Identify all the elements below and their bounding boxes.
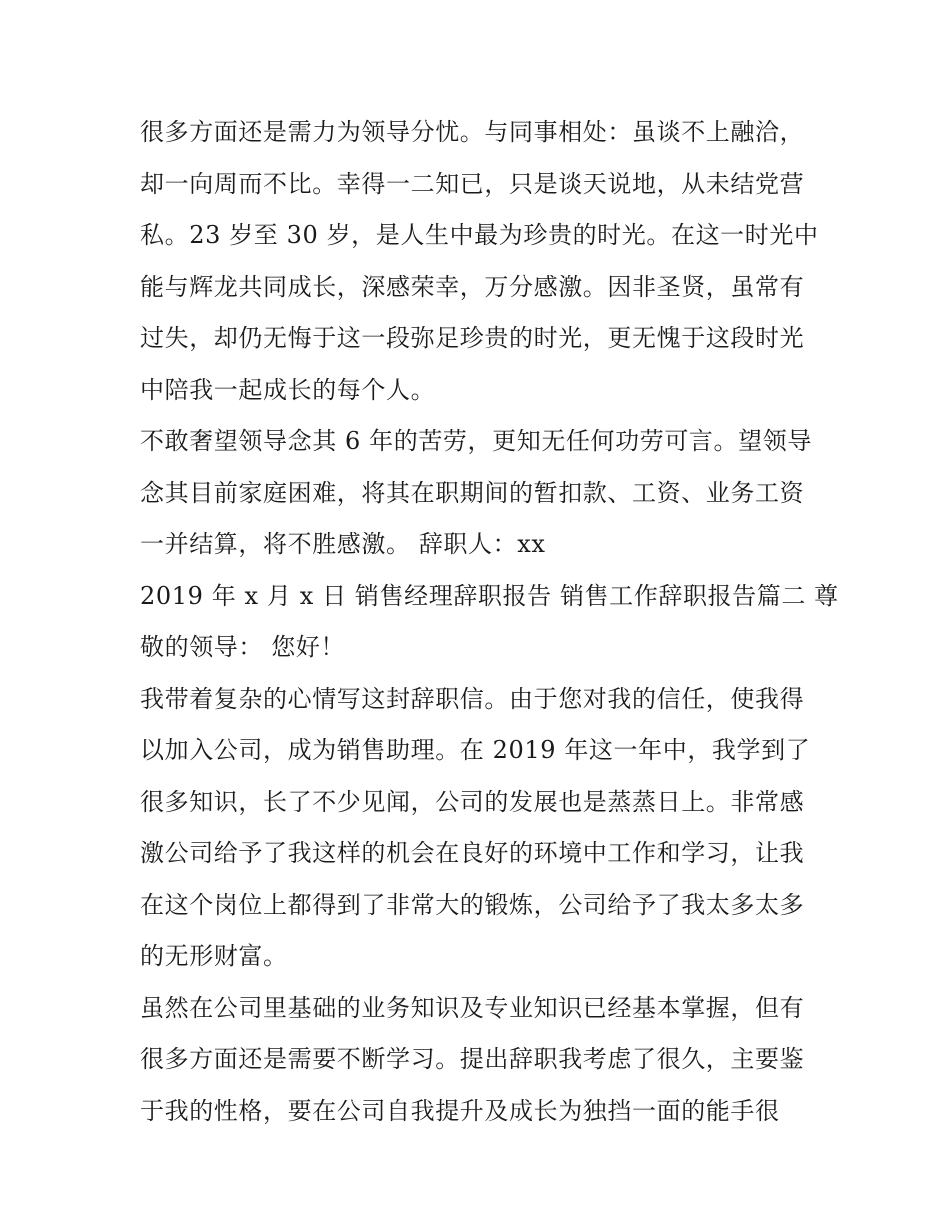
- text-line: 敬的领导： 您好！: [140, 633, 346, 661]
- text-line: 私。23 岁至 30 岁，是人生中最为珍贵的时光。在这一时光中: [140, 221, 819, 249]
- text-line: 不敢奢望领导念其 6 年的苦劳，更知无任何功劳可言。望领导: [140, 427, 812, 455]
- document-body: [140, 107, 839, 1137]
- text-line: 很多方面还是需要不断学习。提出辞职我考虑了很久，主要鉴: [140, 1045, 805, 1073]
- text-line: 念其目前家庭困难，将其在职期间的暂扣款、工资、业务工资: [140, 478, 805, 507]
- text-line: 在这个岗位上都得到了非常大的锻炼，公司给予了我太多太多: [140, 890, 805, 919]
- text-line: 的无形财富。: [140, 942, 288, 970]
- text-line: 我带着复杂的心情写这封辞职信。由于您对我的信任，使我得: [140, 684, 805, 713]
- text-line: 中陪我一起成长的每个人。: [140, 375, 436, 404]
- text-line: 很多方面还是需力为领导分忧。与同事相处：虽谈不上融洽，: [140, 118, 805, 146]
- text-line: 很多知识，长了不少见闻，公司的发展也是蒸蒸日上。非常感: [140, 787, 805, 816]
- text-line: 2019 年 x 月 x 日 销售经理辞职报告 销售工作辞职报告篇二 尊: [140, 581, 839, 610]
- text-line: 一并结算，将不胜感激。 辞职人：xx: [140, 530, 546, 558]
- text-line: 虽然在公司里基础的业务知识及专业知识已经基本掌握，但有: [140, 993, 805, 1022]
- text-line: 激公司给予了我这样的机会在良好的环境中工作和学习，让我: [140, 839, 805, 867]
- text-line: 却一向周而不比。幸得一二知已，只是谈天说地，从未结党营: [140, 169, 805, 198]
- text-line: 以加入公司，成为销售助理。在 2019 年这一年中，我学到了: [140, 736, 811, 764]
- text-line: 过失，却仍无悔于这一段弥足珍贵的时光，更无愧于这段时光: [140, 324, 805, 352]
- text-line: 于我的性格，要在公司自我提升及成长为独挡一面的能手很: [140, 1096, 780, 1125]
- text-line: 能与辉龙共同成长，深感荣幸，万分感激。因非圣贤，虽常有: [140, 272, 805, 301]
